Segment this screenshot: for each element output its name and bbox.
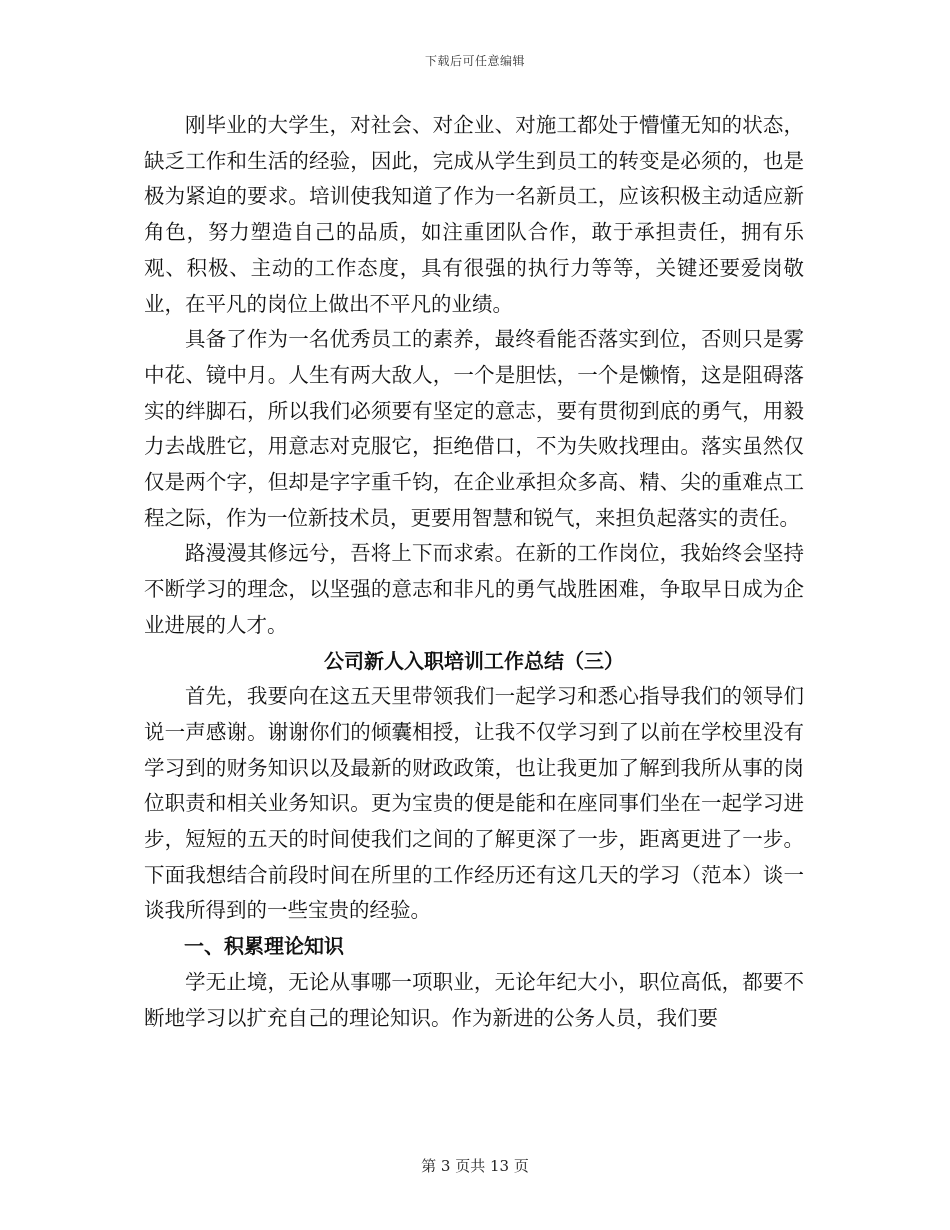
section-title: 公司新人入职培训工作总结（三） [324,648,624,673]
section-heading: 一、积累理论知识 [184,934,344,959]
paragraph: 路漫漫其修远兮，吾将上下而求索。在新的工作岗位，我始终会坚持不断学习的理念，以坚强的意志和非凡的勇气战胜困难，争取早日成为企业进展的人才。 [144,541,804,637]
paragraph: 具备了作为一名优秀员工的素养，最终看能否落实到位，否则只是雾中花、镜中月。人生有两大敌人，一个是胆怯，一个是懒惰，这是阻碍落实的绊脚石，所以我们必须要有坚定的意志，要有贯彻到底的勇气，用毅力去战胜它，用意志对克服它，拒绝借口，不为失败找理由。落实虽然仅仅是两个字，但却是字字重千钧，在企业承担众多高、精、尖的重难点工程之际，作为一位新技术员，更要用智慧和锐气，来担负起落实的责任。 [144,327,804,530]
paragraph: 学无止境，无论从事哪一项职业，无论年纪大小，职位高低，都要不断地学习以扩充自己的理论知识。作为新进的公务人员，我们要 [144,969,804,1030]
paragraph: 首先，我要向在这五天里带领我们一起学习和悉心指导我们的领导们说一声感谢。谢谢你们的倾囊相授，让我不仅学习到了以前在学校里没有学习到的财务知识以及最新的财政政策，也让我更加了解到我所从事的岗位职责和相关业务知识。更为宝贵的便是能和在座同事们坐在一起学习进步，短短的五天的时间使我们之间的了解更深了一步，距离更进了一步。下面我想结合前段时间在所里的工作经历还有这几天的学习（范本）谈一谈我所得到的一些宝贵的经验。 [144,684,804,923]
document-body [144,108,804,1036]
page-footer: 第 3 页共 13 页 [421,1157,529,1175]
paragraph: 刚毕业的大学生，对社会、对企业、对施工都处于懵懂无知的状态，缺乏工作和生活的经验，因此，完成从学生到员工的转变是必须的，也是极为紧迫的要求。培训使我知道了作为一名新员工，应该积极主动适应新角色，努力塑造自己的品质，如注重团队合作，敢于承担责任，拥有乐观、积极、主动的工作态度，具有很强的执行力等等，关键还要爱岗敬业，在平凡的岗位上做出不平凡的业绩。 [144,113,804,316]
page-header: 下载后可任意编辑 [424,54,525,68]
